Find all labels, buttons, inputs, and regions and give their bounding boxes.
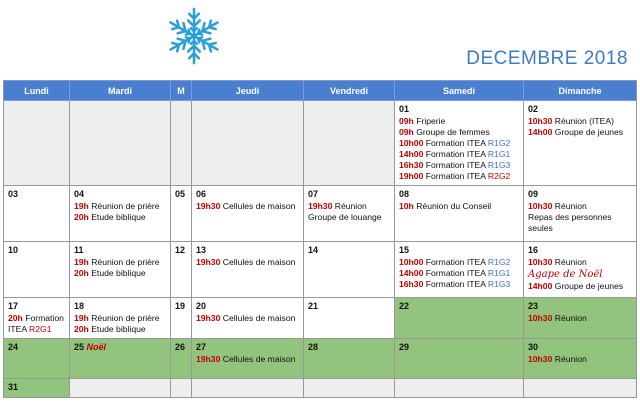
event-text: Réunion (ITEA)	[554, 116, 614, 126]
day-number: 27	[196, 342, 207, 352]
day-cell[interactable]	[395, 242, 524, 298]
event-text: Réunion de prière	[91, 257, 160, 267]
event-time: 10h30	[528, 354, 553, 364]
day-cell[interactable]	[4, 242, 70, 298]
day-number: 18	[74, 301, 85, 311]
event-item	[399, 171, 519, 182]
event-text: Réunion	[554, 313, 587, 323]
day-cell[interactable]	[4, 298, 70, 339]
event-text: Réunion	[334, 201, 367, 211]
event-item	[399, 138, 519, 149]
event-time: 20h	[74, 212, 89, 222]
day-number: 24	[8, 342, 19, 352]
day-number: 04	[74, 189, 85, 199]
event-item	[399, 279, 519, 290]
event-time: 20h	[74, 324, 89, 334]
event-item	[8, 313, 65, 324]
day-number: 06	[196, 189, 207, 199]
holiday-label: Noël	[86, 342, 107, 352]
day-number: 09	[528, 189, 539, 199]
event-time: 19h30	[196, 257, 221, 267]
event-text: Friperie	[416, 116, 446, 126]
week-row	[4, 101, 637, 186]
day-number: 19	[175, 301, 186, 311]
event-text: Formation ITEA	[425, 171, 486, 181]
event-time: 10h30	[528, 116, 553, 126]
event-text: Formation ITEA	[425, 149, 486, 159]
event-text: ITEA	[8, 324, 27, 334]
event-time: 14h00	[528, 127, 553, 137]
week-row	[4, 298, 637, 339]
event-text: Réunion de prière	[91, 201, 160, 211]
day-cell[interactable]	[192, 379, 304, 398]
group-tag: R2G2	[487, 171, 511, 181]
event-text: Réunion	[554, 257, 587, 267]
day-cell[interactable]	[524, 298, 637, 339]
column-header: Vendredi	[304, 81, 395, 101]
day-number: 05	[175, 189, 186, 199]
day-number: 16	[528, 245, 539, 255]
calendar-header-row	[4, 81, 637, 101]
day-cell[interactable]	[4, 339, 70, 379]
column-header: Jeudi	[192, 81, 304, 101]
event-item	[528, 281, 632, 292]
day-cell[interactable]	[304, 186, 395, 242]
event-item	[528, 201, 632, 212]
day-cell[interactable]	[171, 379, 192, 398]
day-cell[interactable]	[524, 186, 637, 242]
column-header: Lundi	[4, 81, 70, 101]
calendar-grid	[3, 80, 637, 398]
day-cell[interactable]	[524, 101, 637, 186]
event-time: 09h	[399, 127, 414, 137]
event-text: Etude biblique	[91, 212, 146, 222]
event-time: 19h	[74, 313, 89, 323]
event-text: Réunion	[554, 354, 587, 364]
snowflake-icon	[163, 5, 225, 67]
day-number: 10	[8, 245, 19, 255]
event-time: 10h30	[528, 201, 553, 211]
day-number: 02	[528, 104, 539, 114]
day-number: 08	[399, 189, 410, 199]
day-number: 12	[175, 245, 186, 255]
day-number: 17	[8, 301, 19, 311]
event-item	[399, 116, 519, 127]
day-number: 15	[399, 245, 410, 255]
day-cell[interactable]	[304, 339, 395, 379]
day-number: 01	[399, 104, 410, 114]
event-time: 19h30	[196, 354, 221, 364]
event-item	[196, 313, 299, 324]
day-cell[interactable]	[304, 379, 395, 398]
event-text: Cellules de maison	[222, 257, 296, 267]
event-time: 20h	[8, 313, 23, 323]
event-time: 14h00	[528, 281, 553, 291]
event-item	[196, 201, 299, 212]
day-cell[interactable]	[171, 186, 192, 242]
week-row	[4, 339, 637, 379]
column-header: Samedi	[395, 81, 524, 101]
event-item	[308, 212, 390, 223]
day-cell[interactable]	[70, 186, 171, 242]
event-text: Formation	[25, 313, 64, 323]
event-text: Etude biblique	[91, 268, 146, 278]
special-event: Agape de Noël	[528, 269, 603, 280]
event-item	[399, 257, 519, 268]
event-text: Cellules de maison	[222, 313, 296, 323]
day-cell[interactable]	[395, 298, 524, 339]
group-tag: R1G2	[487, 257, 511, 267]
day-number: 30	[528, 342, 539, 352]
event-text: Réunion de prière	[91, 313, 160, 323]
day-number: 07	[308, 189, 319, 199]
day-cell[interactable]	[304, 298, 395, 339]
day-cell[interactable]	[395, 379, 524, 398]
day-number: 25 Noël	[74, 342, 107, 352]
day-number: 03	[8, 189, 19, 199]
event-item	[196, 354, 299, 365]
event-time: 16h30	[399, 279, 424, 289]
day-cell[interactable]	[192, 186, 304, 242]
event-time: 20h	[74, 268, 89, 278]
day-cell[interactable]	[395, 101, 524, 186]
day-cell[interactable]	[395, 339, 524, 379]
event-item	[399, 201, 519, 212]
event-item	[528, 116, 632, 127]
event-time: 10h00	[399, 138, 424, 148]
event-time: 19h00	[399, 171, 424, 181]
day-number: 13	[196, 245, 207, 255]
page-title: DECEMBRE 2018	[466, 48, 628, 69]
event-text: Formation ITEA	[425, 257, 486, 267]
day-cell[interactable]	[524, 379, 637, 398]
day-cell[interactable]	[171, 101, 192, 186]
event-text: Groupe de femmes	[416, 127, 490, 137]
day-cell[interactable]	[524, 242, 637, 298]
column-header: Dimanche	[524, 81, 637, 101]
day-cell[interactable]	[4, 186, 70, 242]
week-row	[4, 242, 637, 298]
event-item	[399, 268, 519, 279]
event-item	[308, 201, 390, 212]
event-item	[196, 257, 299, 268]
day-cell[interactable]	[524, 339, 637, 379]
group-tag: R1G2	[487, 138, 511, 148]
day-cell[interactable]	[192, 298, 304, 339]
day-cell[interactable]	[70, 242, 171, 298]
day-cell[interactable]	[304, 242, 395, 298]
event-text: Groupe de jeunes	[554, 281, 624, 291]
event-text: Cellules de maison	[222, 201, 296, 211]
day-cell[interactable]	[70, 298, 171, 339]
day-number: 20	[196, 301, 207, 311]
event-time: 10h30	[528, 313, 553, 323]
day-number: 22	[399, 301, 410, 311]
event-item	[74, 268, 166, 279]
day-cell[interactable]	[192, 242, 304, 298]
week-row	[4, 186, 637, 242]
group-tag: R1G3	[487, 160, 511, 170]
event-time: 19h30	[196, 313, 221, 323]
event-item	[528, 313, 632, 324]
event-time: 16h30	[399, 160, 424, 170]
event-text: Formation ITEA	[425, 138, 486, 148]
event-text: Formation ITEA	[425, 279, 486, 289]
event-item	[399, 127, 519, 138]
event-text: Cellules de maison	[222, 354, 296, 364]
event-time: 19h	[74, 257, 89, 267]
event-item	[74, 212, 166, 223]
group-tag: R1G3	[487, 279, 511, 289]
event-text: Réunion	[554, 201, 587, 211]
column-header: Mardi	[70, 81, 171, 101]
event-text: Repas des personnes seules	[528, 212, 612, 233]
event-time: 09h	[399, 116, 414, 126]
day-number: 31	[8, 382, 19, 392]
day-number: 23	[528, 301, 539, 311]
event-text: Réunion du Conseil	[416, 201, 492, 211]
event-time: 19h30	[308, 201, 333, 211]
day-cell[interactable]	[192, 101, 304, 186]
day-cell[interactable]	[70, 379, 171, 398]
event-item	[528, 212, 632, 234]
event-item	[528, 354, 632, 365]
event-item	[528, 257, 632, 268]
event-time: 14h00	[399, 149, 424, 159]
day-cell[interactable]	[4, 379, 70, 398]
event-text: Groupe de louange	[308, 212, 382, 222]
day-cell[interactable]	[70, 101, 171, 186]
event-time: 14h00	[399, 268, 424, 278]
day-cell[interactable]	[171, 339, 192, 379]
column-header: M	[171, 81, 192, 101]
group-tag: R1G1	[487, 268, 511, 278]
day-number: 26	[175, 342, 186, 352]
day-cell[interactable]	[192, 339, 304, 379]
day-cell[interactable]	[304, 101, 395, 186]
day-number: 29	[399, 342, 410, 352]
event-text: Etude biblique	[91, 324, 146, 334]
event-item	[399, 160, 519, 171]
event-item	[74, 257, 166, 268]
event-text: Formation ITEA	[425, 268, 486, 278]
event-item	[399, 149, 519, 160]
day-number: 14	[308, 245, 319, 255]
event-item	[8, 324, 65, 335]
day-number: 21	[308, 301, 319, 311]
day-number: 28	[308, 342, 319, 352]
event-time: 10h00	[399, 257, 424, 267]
event-item	[74, 313, 166, 324]
day-cell[interactable]	[70, 339, 171, 379]
group-tag: R2G1	[29, 324, 52, 334]
week-row	[4, 379, 637, 398]
event-item	[528, 127, 632, 138]
event-item	[74, 201, 166, 212]
day-cell[interactable]	[171, 242, 192, 298]
event-time: 19h	[74, 201, 89, 211]
event-time: 10h	[399, 201, 414, 211]
day-cell[interactable]	[4, 101, 70, 186]
day-cell[interactable]	[395, 186, 524, 242]
day-number: 11	[74, 245, 84, 255]
event-item	[74, 324, 166, 335]
day-cell[interactable]	[171, 298, 192, 339]
event-time: 19h30	[196, 201, 221, 211]
event-time: 10h30	[528, 257, 553, 267]
event-text: Groupe de jeunes	[554, 127, 624, 137]
event-text: Formation ITEA	[425, 160, 486, 170]
group-tag: R1G1	[487, 149, 511, 159]
